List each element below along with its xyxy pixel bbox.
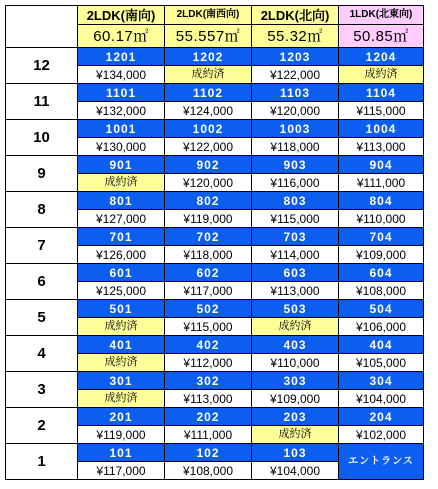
unit-number-cell: 1102: [165, 84, 252, 102]
rent-price-cell: ¥111,000: [165, 426, 252, 444]
sold-status-cell: 成約済: [78, 354, 165, 372]
rent-price-cell: ¥115,000: [339, 102, 424, 120]
unit-number-cell: 701: [78, 228, 165, 246]
rent-price-cell: ¥132,000: [78, 102, 165, 120]
floor-label: 10: [6, 120, 78, 156]
unit-number-cell: 703: [252, 228, 339, 246]
rent-price-cell: ¥105,000: [339, 354, 424, 372]
unit-number-cell: 504: [339, 300, 424, 318]
rent-price-cell: ¥117,000: [165, 282, 252, 300]
unit-number-row: [6, 300, 424, 318]
header-type-row: [6, 6, 424, 25]
unit-number-row: [6, 120, 424, 138]
unit-number-row: [6, 192, 424, 210]
rent-price-cell: ¥115,000: [165, 318, 252, 336]
unit-number-cell: 103: [252, 444, 339, 462]
rent-price-cell: ¥120,000: [165, 174, 252, 192]
floor-label: 2: [6, 408, 78, 444]
floor-label: 1: [6, 444, 78, 480]
unit-number-cell: 401: [78, 336, 165, 354]
unit-number-cell: 1002: [165, 120, 252, 138]
unit-number-cell: 702: [165, 228, 252, 246]
unit-number-cell: 1201: [78, 48, 165, 66]
unit-number-cell: 803: [252, 192, 339, 210]
unit-number-row: [6, 156, 424, 174]
unit-number-cell: 303: [252, 372, 339, 390]
unit-number-cell: 101: [78, 444, 165, 462]
floor-label: 9: [6, 156, 78, 192]
rent-price-cell: ¥124,000: [165, 102, 252, 120]
sold-status-cell: 成約済: [78, 390, 165, 408]
unit-number-row: [6, 264, 424, 282]
unit-type-header: 2LDK(南向): [78, 6, 165, 25]
rent-price-cell: ¥120,000: [252, 102, 339, 120]
unit-number-cell: 503: [252, 300, 339, 318]
unit-number-cell: 1204: [339, 48, 424, 66]
rent-price-cell: ¥112,000: [165, 354, 252, 372]
rent-price-cell: ¥113,000: [252, 282, 339, 300]
rent-price-cell: ¥102,000: [339, 426, 424, 444]
unit-number-cell: 1003: [252, 120, 339, 138]
rent-price-cell: ¥122,000: [252, 66, 339, 84]
sold-status-cell: 成約済: [165, 66, 252, 84]
unit-number-cell: 1101: [78, 84, 165, 102]
unit-number-cell: 204: [339, 408, 424, 426]
rent-price-cell: ¥118,000: [165, 246, 252, 264]
sold-status-cell: 成約済: [339, 66, 424, 84]
rent-price-cell: ¥113,000: [339, 138, 424, 156]
unit-number-row: [6, 228, 424, 246]
floor-label: 6: [6, 264, 78, 300]
unit-number-cell: 903: [252, 156, 339, 174]
rent-price-cell: ¥127,000: [78, 210, 165, 228]
unit-number-cell: 602: [165, 264, 252, 282]
unit-number-cell: 904: [339, 156, 424, 174]
unit-number-cell: 501: [78, 300, 165, 318]
entrance-cell: エントランス: [339, 444, 424, 480]
rent-price-cell: ¥117,000: [78, 462, 165, 480]
availability-table: [5, 5, 424, 480]
corner-cell: [6, 6, 78, 48]
unit-number-cell: 102: [165, 444, 252, 462]
unit-number-row: [6, 372, 424, 390]
unit-number-cell: 604: [339, 264, 424, 282]
unit-number-cell: 601: [78, 264, 165, 282]
floor-label: 11: [6, 84, 78, 120]
unit-number-cell: 1203: [252, 48, 339, 66]
rent-price-cell: ¥125,000: [78, 282, 165, 300]
unit-number-row: [6, 84, 424, 102]
rent-price-cell: ¥108,000: [165, 462, 252, 480]
unit-number-cell: 1104: [339, 84, 424, 102]
unit-number-cell: 202: [165, 408, 252, 426]
floor-label: 8: [6, 192, 78, 228]
unit-type-header: 2LDK(南西向): [165, 6, 252, 25]
unit-number-cell: 203: [252, 408, 339, 426]
rent-price-cell: ¥111,000: [339, 174, 424, 192]
unit-area-header: 55.32㎡: [252, 25, 339, 48]
rent-price-cell: ¥109,000: [339, 246, 424, 264]
rent-price-cell: ¥126,000: [78, 246, 165, 264]
unit-area-header: 55.557㎡: [165, 25, 252, 48]
unit-number-cell: 301: [78, 372, 165, 390]
rent-price-cell: ¥110,000: [252, 354, 339, 372]
rent-price-cell: ¥106,000: [339, 318, 424, 336]
floor-label: 5: [6, 300, 78, 336]
rent-price-cell: ¥122,000: [165, 138, 252, 156]
floor-label: 7: [6, 228, 78, 264]
sold-status-cell: 成約済: [252, 318, 339, 336]
unit-number-cell: 704: [339, 228, 424, 246]
unit-number-cell: 802: [165, 192, 252, 210]
unit-number-cell: 201: [78, 408, 165, 426]
rent-price-cell: ¥104,000: [339, 390, 424, 408]
unit-number-row: [6, 408, 424, 426]
rent-price-cell: ¥119,000: [165, 210, 252, 228]
unit-number-row: [6, 444, 424, 462]
unit-number-cell: 304: [339, 372, 424, 390]
unit-type-header: 1LDK(北東向): [339, 6, 424, 25]
floor-label: 3: [6, 372, 78, 408]
unit-number-cell: 1004: [339, 120, 424, 138]
rent-price-cell: ¥113,000: [165, 390, 252, 408]
rent-price-cell: ¥119,000: [78, 426, 165, 444]
unit-number-cell: 603: [252, 264, 339, 282]
unit-number-cell: 801: [78, 192, 165, 210]
unit-number-cell: 804: [339, 192, 424, 210]
unit-number-cell: 902: [165, 156, 252, 174]
unit-number-cell: 1001: [78, 120, 165, 138]
unit-area-header: 50.85㎡: [339, 25, 424, 48]
unit-area-header: 60.17㎡: [78, 25, 165, 48]
availability-table-body: [6, 6, 424, 480]
rent-price-cell: ¥110,000: [339, 210, 424, 228]
unit-number-row: [6, 48, 424, 66]
rent-price-cell: ¥118,000: [252, 138, 339, 156]
rent-price-cell: ¥109,000: [252, 390, 339, 408]
unit-number-cell: 1103: [252, 84, 339, 102]
unit-number-cell: 403: [252, 336, 339, 354]
unit-number-cell: 404: [339, 336, 424, 354]
unit-number-cell: 1202: [165, 48, 252, 66]
rent-price-cell: ¥104,000: [252, 462, 339, 480]
rent-price-cell: ¥108,000: [339, 282, 424, 300]
rent-price-cell: ¥116,000: [252, 174, 339, 192]
sold-status-cell: 成約済: [78, 318, 165, 336]
unit-number-cell: 502: [165, 300, 252, 318]
rent-price-cell: ¥130,000: [78, 138, 165, 156]
floor-label: 4: [6, 336, 78, 372]
sold-status-cell: 成約済: [252, 426, 339, 444]
rent-price-cell: ¥134,000: [78, 66, 165, 84]
unit-type-header: 2LDK(北向): [252, 6, 339, 25]
floor-label: 12: [6, 48, 78, 84]
unit-number-cell: 302: [165, 372, 252, 390]
sold-status-cell: 成約済: [78, 174, 165, 192]
unit-number-row: [6, 336, 424, 354]
rent-price-cell: ¥115,000: [252, 210, 339, 228]
unit-number-cell: 402: [165, 336, 252, 354]
rent-price-cell: ¥114,000: [252, 246, 339, 264]
unit-number-cell: 901: [78, 156, 165, 174]
